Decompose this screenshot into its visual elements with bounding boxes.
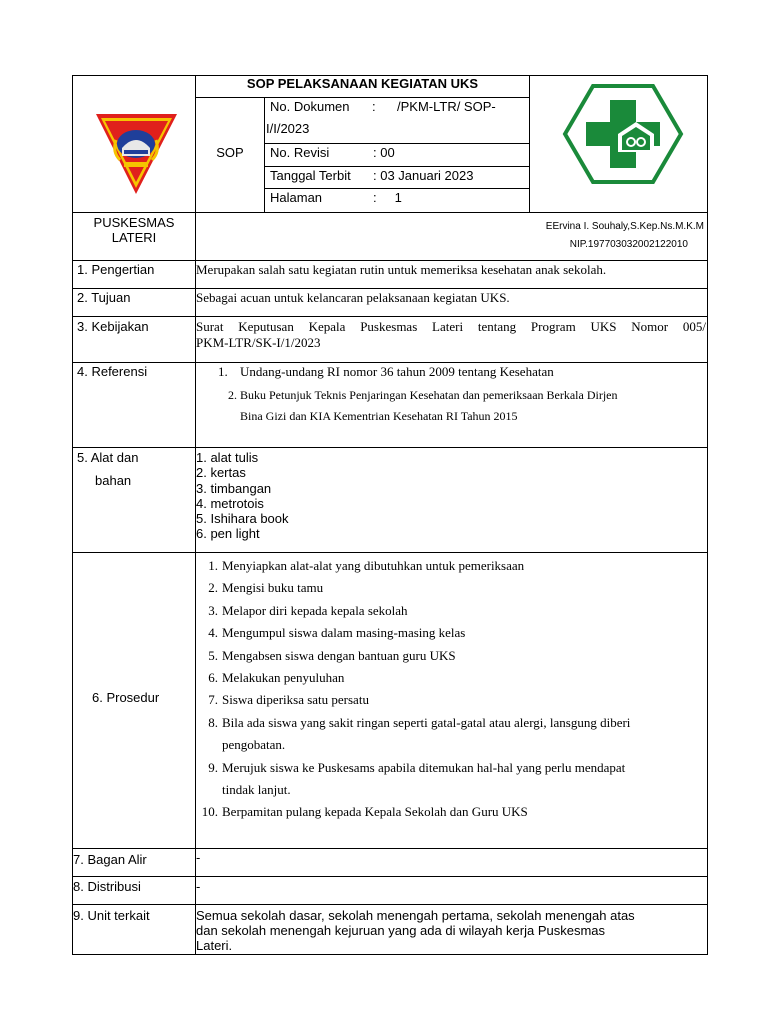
list-item: 3. timbangan — [196, 480, 272, 496]
doc-number-label: No. Dokumen — [270, 99, 350, 114]
row-text-tujuan: Sebagai acuan untuk kelancaran pelaksanaan kegiatan UKS. — [196, 290, 510, 305]
row-label-referensi: 4. Referensi — [77, 364, 148, 379]
referensi-item: Undang-undang RI nomor 36 tahun 2009 tentang Kesehatan — [240, 364, 554, 379]
row-text-unit: Semua sekolah dasar, sekolah menengah pertama, sekolah menengah atas dan sekolah menengah kejuruan yang ada di wilayah kerja Puskesmas Lateri. — [196, 908, 635, 953]
row-label-kebijakan: 3. Kebijakan — [77, 319, 149, 334]
page-label: Halaman — [270, 190, 323, 205]
list-item: 2. kertas — [196, 465, 246, 481]
list-item: 6. pen light — [196, 526, 260, 542]
list-item: 9. Merujuk siswa ke Puskesams apabila ditemukan hal-hal yang perlu mendapat tindak lanjut. — [208, 759, 626, 798]
doc-number-separator: : — [372, 99, 376, 114]
row-label-prosedur: 6. Prosedur — [92, 690, 160, 705]
signer-nip: NIP.197703032002122010 — [569, 239, 688, 250]
list-item: 1. alat tulis — [196, 450, 259, 465]
row-label-distribusi: 8. Distribusi — [73, 879, 141, 894]
row-text-pengertian: Merupakan salah satu kegiatan rutin untuk memeriksa kesehatan anak sekolah. — [196, 262, 607, 277]
list-item: 10. Berpamitan pulang kepada Kepala Sekolah dan Guru UKS — [201, 804, 528, 820]
list-item: 4. Mengumpul siswa dalam masing-masing kelas — [208, 625, 466, 641]
list-item: 8. Bila ada siswa yang sakit ringan seperti gatal-gatal atau alergi, lansgung diberi pengobatan. — [208, 714, 631, 753]
issue-date-value: : 03 Januari 2023 — [373, 168, 474, 183]
row-label-alat: 5. Alat dan bahan — [77, 450, 139, 488]
list-item: 5. Ishihara book — [196, 511, 289, 527]
right-logo — [562, 82, 684, 186]
sop-label: SOP — [216, 145, 244, 160]
row-label-pengertian: 1. Pengertian — [77, 262, 155, 277]
list-item: 5. Mengabsen siswa dengan bantuan guru UKS — [208, 647, 456, 663]
left-logo — [94, 110, 179, 198]
row-text-bagan: - — [196, 850, 201, 865]
org-name: PUSKESMAS LATERI — [93, 215, 175, 245]
row-label-bagan: 7. Bagan Alir — [73, 852, 147, 867]
list-item: 4. metrotois — [196, 495, 264, 511]
referensi-item-num: 1. — [218, 364, 228, 379]
revision-label: No. Revisi — [270, 145, 330, 160]
row-label-tujuan: 2. Tujuan — [77, 290, 131, 305]
document-title: SOP PELAKSANAAN KEGIATAN UKS — [246, 76, 479, 91]
referensi-item: Buku Petunjuk Teknis Penjaringan Kesehatan dan pemeriksaan Berkala Dirjen — [240, 388, 618, 402]
page-value: : 1 — [373, 190, 402, 205]
list-item: 2. Mengisi buku tamu — [208, 580, 324, 596]
puskesmas-green-cross-hexagon-icon — [562, 82, 684, 186]
row-label-unit: 9. Unit terkait — [73, 908, 150, 923]
alat-list — [196, 450, 289, 542]
list-item: 6. Melakukan penyuluhan — [208, 670, 345, 686]
row-text-kebijakan: Surat Keputusan Kepala Puskesmas Lateri tentang Program UKS Nomor 005/ PKM-LTR/SK-I/1/2023 — [196, 319, 706, 350]
signer-name: EErvina I. Souhaly,S.Kep.Ns.M.K.M — [545, 221, 704, 232]
doc-number-value-cont: I/I/2023 — [266, 121, 310, 136]
regional-emblem-shield-icon — [94, 110, 179, 198]
issue-date-label: Tanggal Terbit — [270, 168, 351, 183]
referensi-item-cont: Bina Gizi dan KIA Kementrian Kesehatan RI Tahun 2015 — [240, 409, 518, 423]
list-item: 7. Siswa diperiksa satu persatu — [208, 692, 369, 708]
doc-number-value: /PKM-LTR/ SOP- — [397, 99, 496, 114]
prosedur-list — [196, 555, 706, 824]
list-item: 1. Menyiapkan alat-alat yang dibutuhkan untuk pemeriksaan — [208, 558, 525, 573]
list-item: 3. Melapor diri kepada kepala sekolah — [208, 602, 408, 618]
revision-value: : 00 — [373, 145, 395, 160]
referensi-item-num: 2. — [228, 388, 237, 402]
row-text-distribusi: - — [196, 879, 201, 894]
